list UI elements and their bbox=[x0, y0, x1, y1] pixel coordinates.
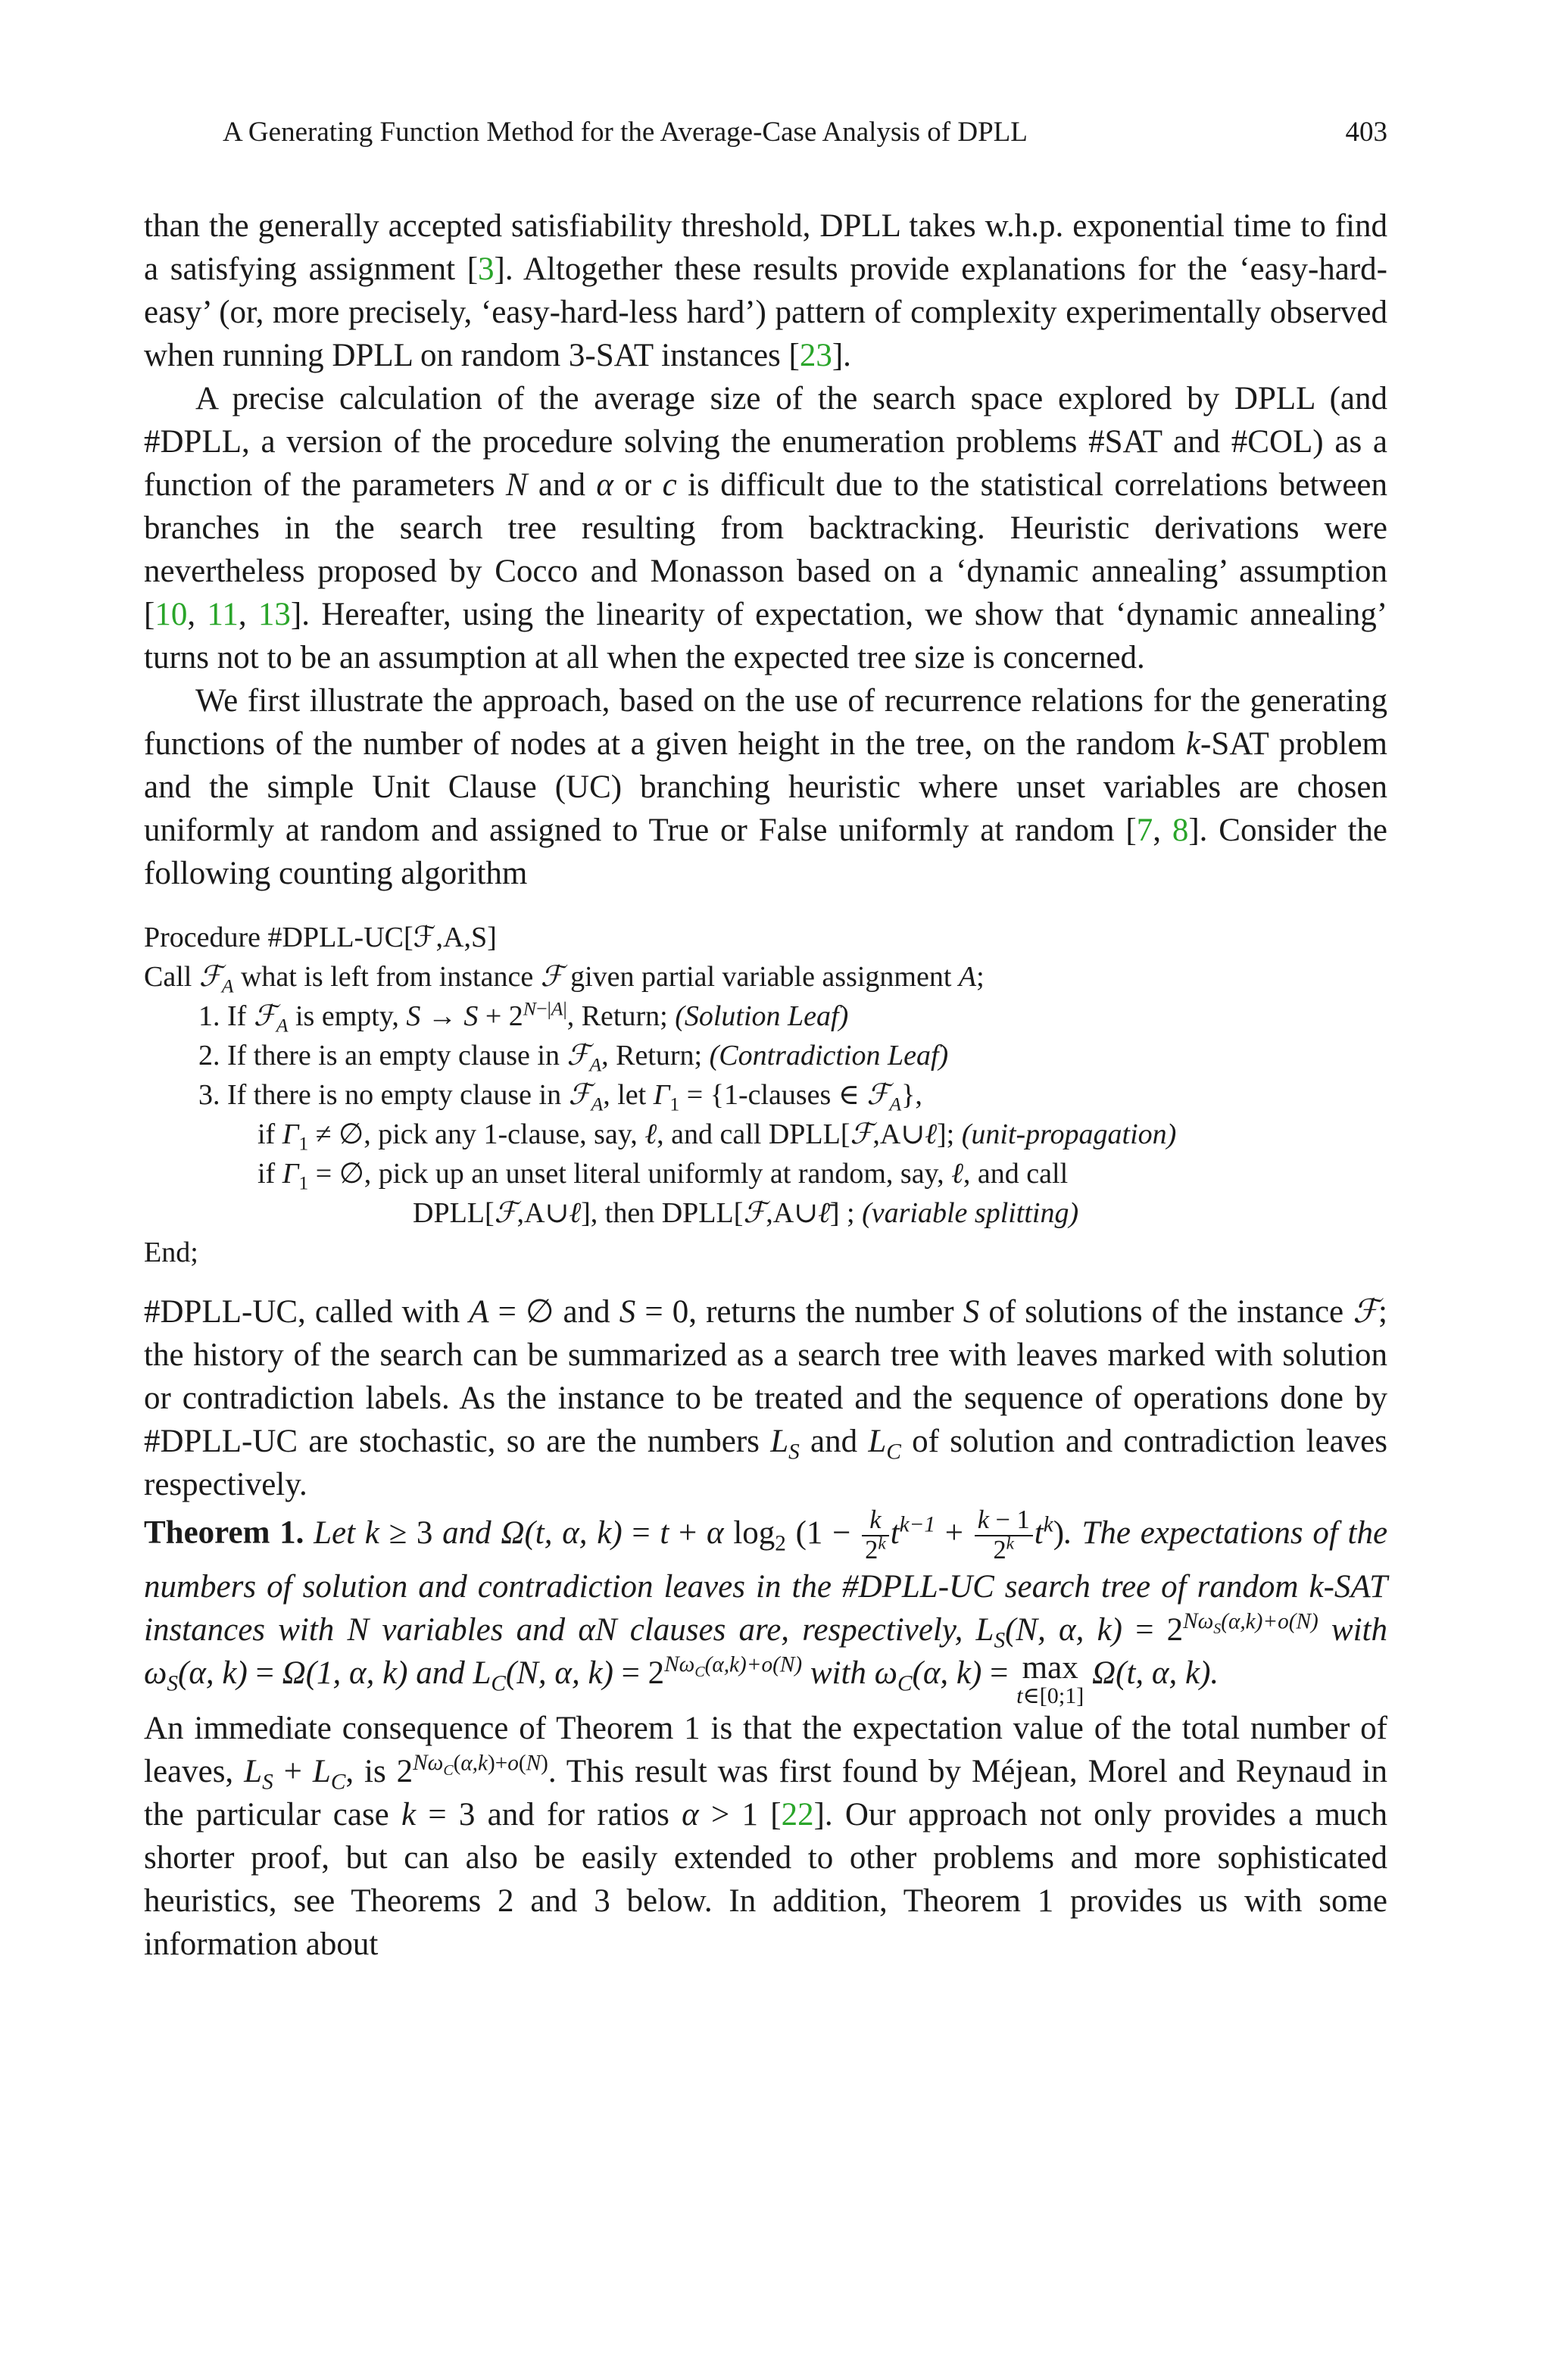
algorithm-comment: (Solution Leaf) bbox=[675, 1000, 849, 1032]
citation-link[interactable]: 7 bbox=[1136, 813, 1153, 848]
algorithm-line: 2. If there is an empty clause in ℱ$_A$, Return; (Contradiction Leaf) bbox=[198, 1040, 949, 1076]
main-text bbox=[144, 204, 1387, 1966]
paragraph-3: We first illustrate the approach, based on the use of recurrence relations for the generating functions of the number of nodes at a given height in the tree, on the random k-SAT problem and the simple Unit Clause (UC) branching heuristic where unset variables are chosen uniformly at random and assigned to True or False uniformly at random [7, 8]. Consider the following counting algorithm bbox=[144, 683, 1387, 891]
algorithm-block bbox=[144, 918, 1387, 1272]
paragraph-1: than the generally accepted satisfiability threshold, DPLL takes w.h.p. exponential time to find a satisfying assignment [3]. Altogether these results provide explanations for the ‘easy-hard-easy’ (or, more precisely, ‘easy-hard-less hard’) pattern of complexity experimentally observed when running DPLL on random 3-SAT instances [23]. bbox=[144, 208, 1387, 373]
page-number: 403 bbox=[1345, 117, 1387, 148]
algorithm-line: Call ℱ$_A$ what is left from instance ℱ given partial variable assignment A; bbox=[144, 961, 985, 997]
algorithm-line: 3. If there is no empty clause in ℱ$_A$, let $\Gamma_1$ = {1-clauses ∈ ℱ$_A$}, bbox=[198, 1079, 922, 1115]
running-header bbox=[144, 114, 1387, 151]
citation-link[interactable]: 22 bbox=[781, 1796, 814, 1833]
citation-link[interactable]: 3 bbox=[478, 251, 495, 287]
citation-link[interactable]: 13 bbox=[257, 597, 291, 632]
theorem-1: Theorem 1. Let k ≥ 3 and Ω(t, α, k) = t + α $\log_2 (1$ − $\frac{k}{2^k}$ $t^{k-1}$ + $\frac{k - 1}{2^k}$ $t^k$). The expectations of the numbers of solution and contradiction leaves in the #DPLL-UC search tree of random k-SAT instances with N variables and αN clauses are, respectively, $L_S(N$, α, $k) = 2^{N\omega_S(\alpha,k)+o(N)}$ with $\omega_S(\alpha$, k) = Ω(1, α, k) and $L_C(N$, α, $k) = 2^{N\omega_C(\alpha,k)+o(N)}$ with $\omega_C(\alpha$, k) = max t∈[0;1] Ω(t, α, k). bbox=[144, 1505, 1388, 1708]
algorithm-comment: (unit-propagation) bbox=[961, 1118, 1177, 1150]
theorem-label: Theorem 1. bbox=[144, 1514, 304, 1551]
algorithm-title: Procedure #DPLL-UC[ℱ,A,S] bbox=[144, 922, 497, 953]
algorithm-line: DPLL[ℱ,A∪ℓ], then DPLL[ℱ,A∪ℓ̄] ; (variable splitting) bbox=[413, 1197, 1079, 1229]
citation-link[interactable]: 23 bbox=[799, 338, 832, 373]
paragraph-4: #DPLL-UC, called with A = ∅ and S = 0, returns the number S of solutions of the instance ℱ; the history of the search can be summarized as a search tree with leaves marked with solution or contradiction labels. As the instance to be treated and the sequence of operations done by #DPLL-UC are stochastic, so are the numbers $L_S$ and $L_C$ of solution and contradiction leaves respectively. bbox=[144, 1294, 1388, 1502]
citation-link[interactable]: 10 bbox=[154, 597, 188, 632]
algorithm-comment: (Contradiction Leaf) bbox=[709, 1040, 949, 1071]
running-title: A Generating Function Method for the Average-Case Analysis of DPLL bbox=[223, 117, 1028, 148]
citation-link[interactable]: 8 bbox=[1172, 813, 1189, 848]
algorithm-end: End; bbox=[144, 1237, 198, 1268]
algorithm-line: 1. If ℱ$_A$ is empty, $S \to S + 2^{N-|A|}$, Return; (Solution Leaf) bbox=[198, 997, 849, 1037]
algorithm-line: if $\Gamma_1$ ≠ ∅, pick any 1-clause, say, ℓ, and call DPLL[ℱ,A∪ℓ]; (unit-propagation) bbox=[257, 1118, 1177, 1155]
paragraph-2: A precise calculation of the average size of the search space explored by DPLL (and #DPLL, a version of the procedure solving the enumeration problems #SAT and #COL) as a function of the parameters N and α or c is difficult due to the statistical correlations between branches in the search tree resulting from backtracking. Heuristic derivations were nevertheless proposed by Cocco and Monasson based on a ‘dynamic annealing’ assumption [10, 11, 13]. Hereafter, using the linearity of expectation, we show that ‘dynamic annealing’ turns not to be an assumption at all when the expected tree size is concerned. bbox=[144, 381, 1388, 675]
citation-link[interactable]: 11 bbox=[207, 597, 239, 632]
algorithm-line: if $\Gamma_1$ = ∅, pick up an unset literal uniformly at random, say, ℓ, and call bbox=[257, 1158, 1069, 1194]
paragraph-5: An immediate consequence of Theorem 1 is that the expectation value of the total number of leaves, $L_S + L_C$, is $2^{N\omega_C(\alpha,k)+o(N)}$. This result was first found by Méjean, Morel and Reynaud in the particular case k = 3 and for ratios α > 1 [22]. Our approach not only provides a much shorter proof, but can also be easily extended to other problems and more sophisticated heuristics, see Theorems 2 and 3 below. In addition, Theorem 1 provides us with some information about bbox=[144, 1710, 1387, 1962]
algorithm-comment: (variable splitting) bbox=[862, 1197, 1079, 1229]
